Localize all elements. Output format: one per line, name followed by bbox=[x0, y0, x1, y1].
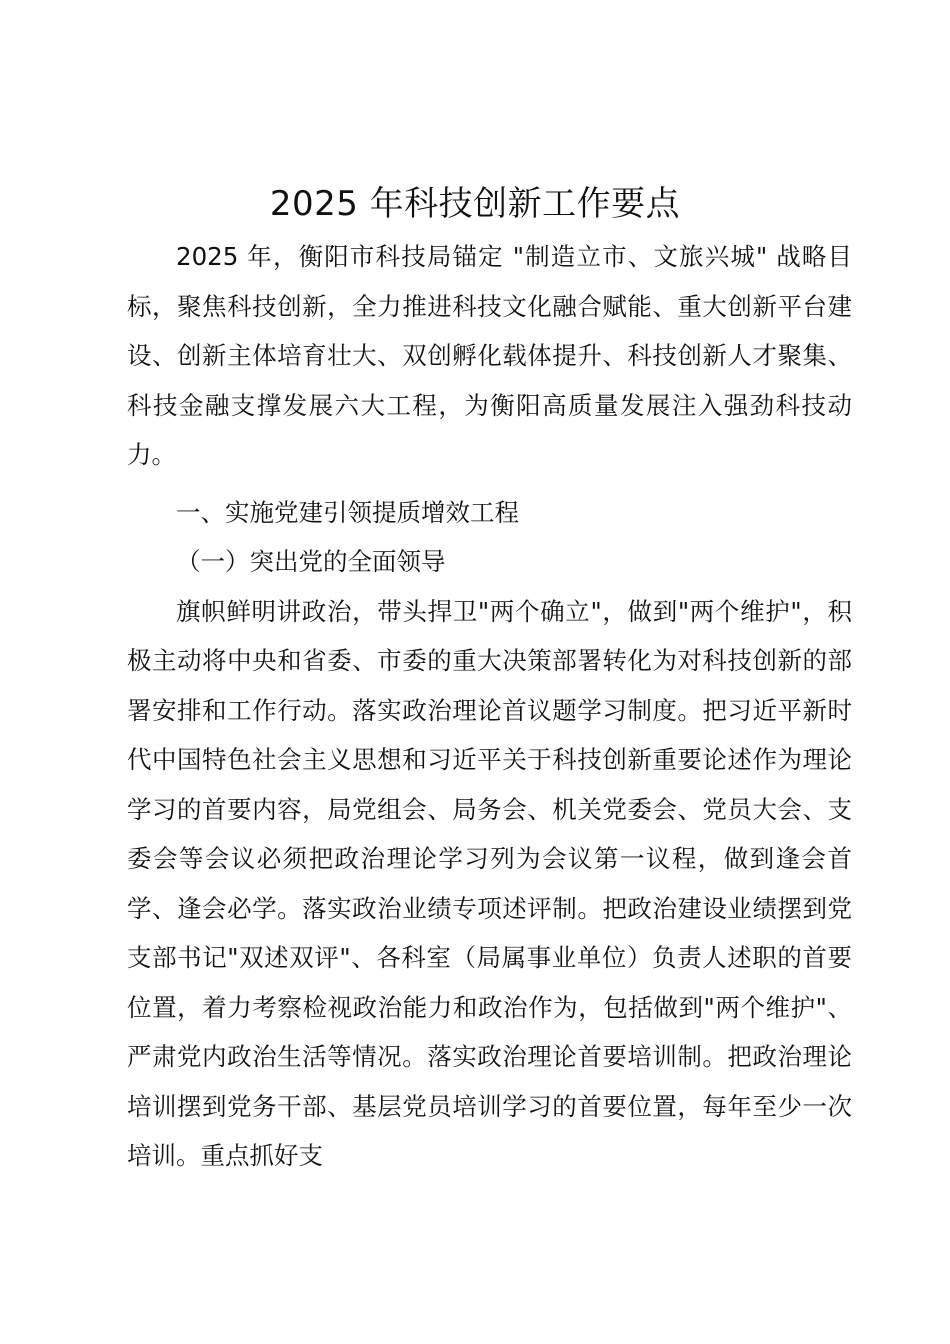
document-title: 2025 年科技创新工作要点 bbox=[269, 184, 681, 224]
section-heading: 一、实施党建引领提质增效工程 bbox=[176, 497, 519, 527]
intro-paragraph: 2025 年，衡阳市科技局锚定 "制造立市、文旅兴城" 战略目标，聚焦科技创新，全力推进科技文化融合赋能、重大创新平台建设、创新主体培育壮大、双创孵化载体提升、科技创新人才聚集、科技金融支撑发展六大工程，为衡阳高质量发展注入强劲科技动力。 bbox=[127, 242, 852, 469]
body-paragraph: 旗帜鲜明讲政治，带头捍卫"两个确立"，做到"两个维护"，积极主动将中央和省委、市委的重大决策部署转化为对科技创新的部署安排和工作行动。落实政治理论首议题学习制度。把习近平新时代中国特色社会主义思想和习近平关于科技创新重要论述作为理论学习的首要内容，局党组会、局务会、机关党委会、党员大会、支委会等会议必须把政治理论学习列为会议第一议程，做到逢会首学、逢会必学。落实政治业绩专项述评制。把政治建设业绩摆到党支部书记"双述双评"、各科室（局属事业单位）负责人述职的首要位置，着力考察检视政治能力和政治作为，包括做到"两个维护"、严肃党内政治生活等情况。落实政治理论首要培训制。把政治理论培训摆到党务干部、基层党员培训学习的首要位置，每年至少一次培训。重点抓好支 bbox=[127, 596, 852, 1170]
document-body bbox=[127, 232, 852, 1181]
subsection-heading: （一）突出党的全面领导 bbox=[176, 547, 446, 576]
